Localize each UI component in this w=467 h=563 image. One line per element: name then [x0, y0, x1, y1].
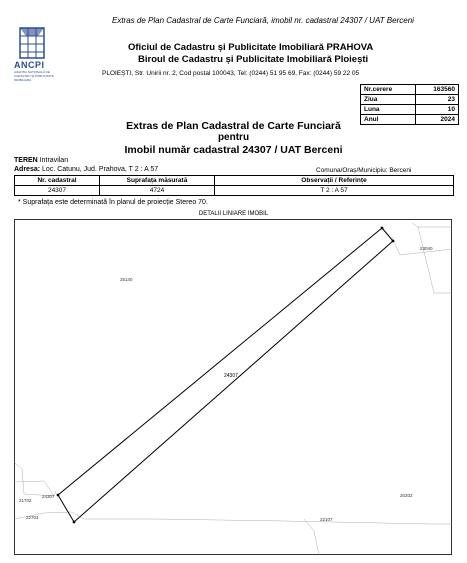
request-info-table — [360, 84, 459, 125]
office-address: PLOIEȘTI, Str. Unirii nr. 2, Cod postal 100043, Tel: (0244) 51 95 69, Fax: (0244) 59 22 05 — [102, 70, 360, 77]
office-name-line1: Oficiul de Cadastru și Publicitate Imobiliară PRAHOVA — [128, 42, 374, 53]
request-value: 163560 — [416, 85, 459, 95]
request-label: Ziua — [361, 95, 416, 105]
comuna-text: Comuna/Oraș/Municipiu: Berceni — [316, 167, 412, 174]
request-value: 23 — [416, 95, 459, 105]
office-name-line2: Biroul de Cadastru și Publicitate Imobiliară Ploiești — [138, 54, 369, 65]
request-label: Nr.cerere — [361, 85, 416, 95]
table-row — [15, 186, 454, 196]
request-row — [361, 95, 459, 105]
table-cell: 4724 — [100, 186, 215, 196]
parcel-label: 24307 — [224, 373, 238, 379]
neighbor-parcel-label: 25140 — [120, 277, 133, 282]
teren-line — [14, 157, 68, 164]
request-value: 10 — [416, 105, 459, 115]
adresa-line — [14, 166, 158, 173]
parcel-vertex — [73, 521, 76, 524]
map-frame — [15, 220, 452, 555]
request-label: Anul — [361, 115, 416, 125]
neighbor-parcel-label: 22703 — [26, 515, 39, 520]
teren-value: Intravilan — [39, 157, 69, 164]
request-label: Luna — [361, 105, 416, 115]
map-heading: DETALII LINIARE IMOBIL — [198, 211, 269, 217]
neighbor-parcel-label: 23040 — [420, 246, 433, 251]
document-title-connector: pentru — [217, 132, 250, 143]
teren-label: TEREN — [14, 157, 38, 164]
neighbor-parcel-label: 20202 — [400, 493, 413, 498]
surface-note: * Suprafața este determinată în planul de proiecție Stereo 70. — [18, 199, 208, 206]
logo-text: ANCPI — [14, 60, 45, 70]
logo-subtext: AGENȚIA NAȚIONALĂ DE CADASTRU ȘI PUBLICITATE IMOBILIARĂ — [14, 70, 54, 82]
document-title: Extras de Plan Cadastral de Carte Funciară — [126, 120, 341, 132]
table-cell: T 2 : A 57 — [215, 186, 454, 196]
request-row — [361, 85, 459, 95]
table-cell: 24307 — [15, 186, 100, 196]
document-subtitle: Imobil număr cadastral 24307 / UAT Berceni — [124, 144, 343, 156]
neighbor-parcel-label: 21702 — [19, 498, 32, 503]
table-header-row — [15, 176, 454, 186]
cadastral-table — [14, 175, 454, 196]
cadastral-map — [14, 219, 452, 555]
adresa-value: Loc. Catunu, Jud. Prahova, T 2 : A 57 — [42, 166, 159, 173]
parcel-vertex — [392, 240, 395, 243]
parcel-vertex — [57, 494, 60, 497]
request-value: 2024 — [416, 115, 459, 125]
parcel-vertex — [381, 227, 384, 230]
neighbor-parcel-label: 24307 — [42, 494, 55, 499]
adresa-label: Adresa: — [14, 166, 41, 173]
request-row — [361, 105, 459, 115]
table-header: Nr. cadastral — [15, 176, 100, 186]
neighbor-parcel-label: 22107 — [320, 517, 333, 522]
table-header: Suprafața măsurată — [100, 176, 215, 186]
table-header: Observații / Referințe — [215, 176, 454, 186]
document-header-line: Extras de Plan Cadastral de Carte Funciară, imobil nr. cadastral 24307 / UAT Berceni — [112, 16, 414, 25]
